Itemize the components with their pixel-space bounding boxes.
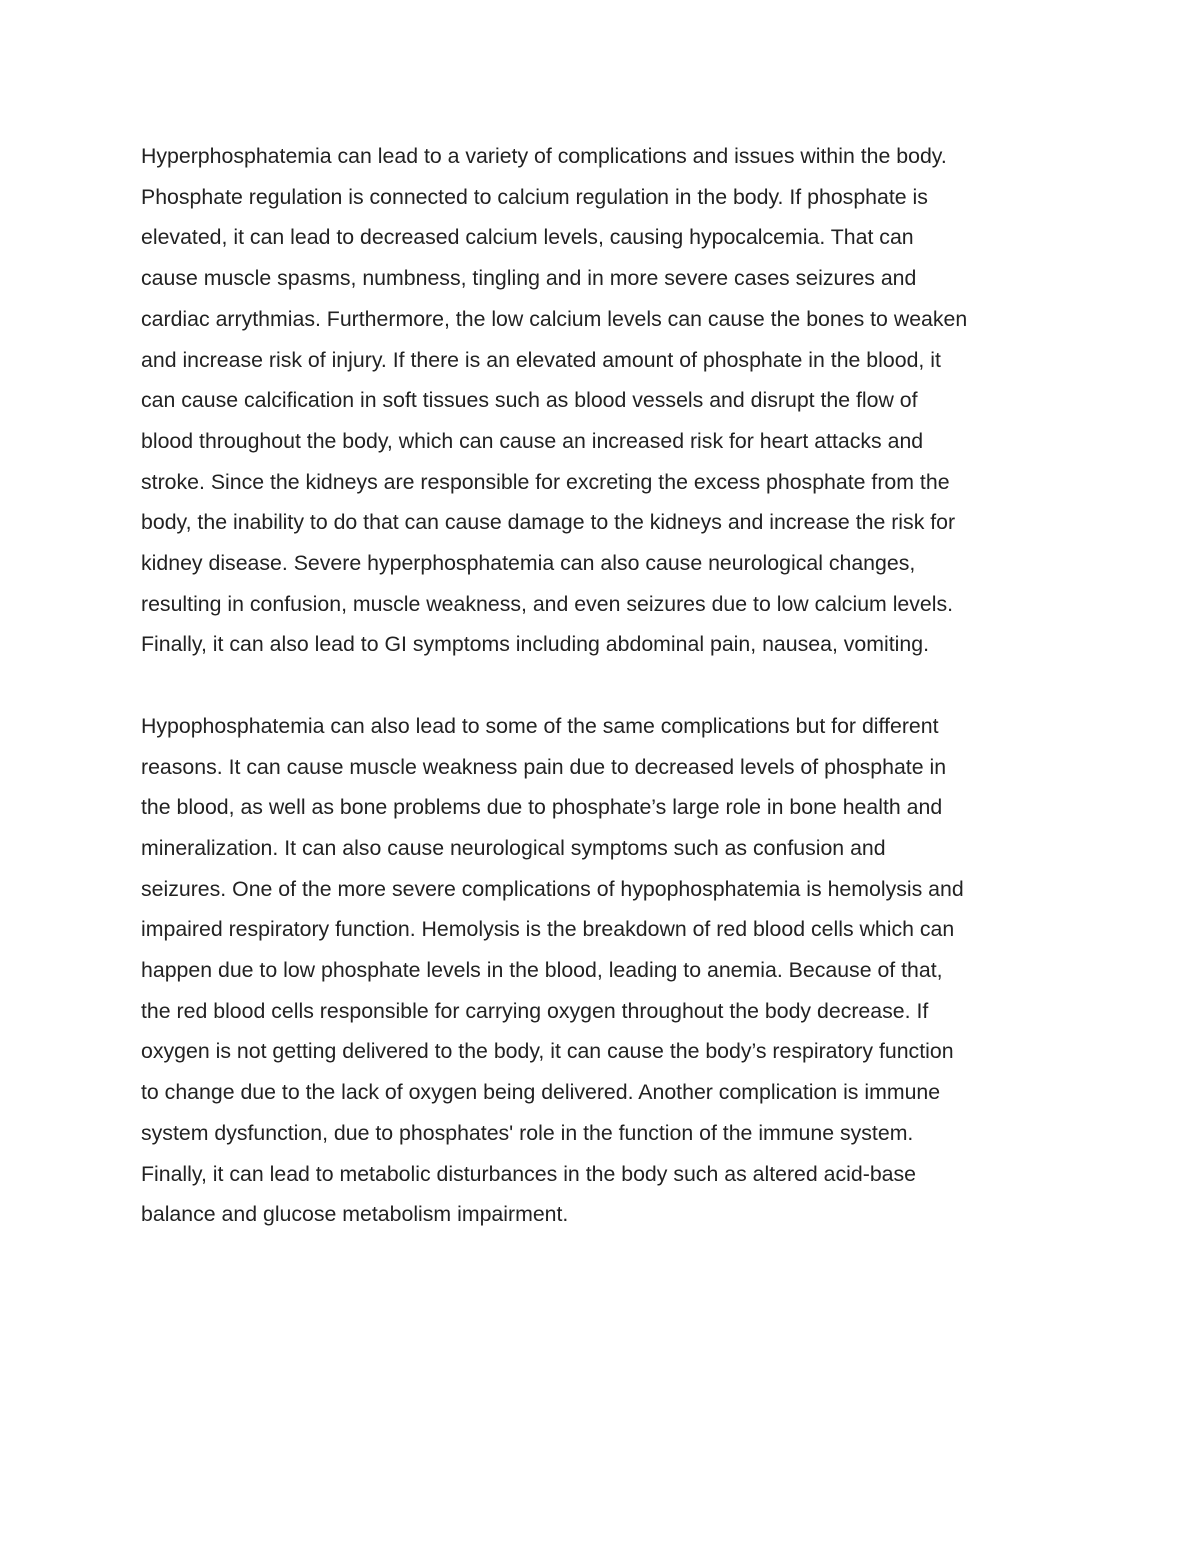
document-body xyxy=(141,136,1081,1235)
text-line: Finally, it can also lead to GI symptoms including abdominal pain, nausea, vomiting. xyxy=(141,632,929,657)
text-line: the blood, as well as bone problems due to phosphate’s large role in bone health and xyxy=(141,795,943,820)
text-line: cause muscle spasms, numbness, tingling and in more severe cases seizures and xyxy=(141,266,917,291)
text-line: Finally, it can lead to metabolic disturbances in the body such as altered acid-base xyxy=(141,1161,917,1186)
text-line: system dysfunction, due to phosphates' role in the function of the immune system. xyxy=(141,1120,914,1145)
text-line: elevated, it can lead to decreased calcium levels, causing hypocalcemia. That can xyxy=(141,225,914,250)
text-line: seizures. One of the more severe complications of hypophosphatemia is hemolysis and xyxy=(141,876,964,901)
text-line: stroke. Since the kidneys are responsible for excreting the excess phosphate from the xyxy=(141,469,950,494)
paragraph-hypophosphatemia xyxy=(141,706,1081,1235)
text-line: balance and glucose metabolism impairment. xyxy=(141,1202,569,1227)
text-line: cardiac arrythmias. Furthermore, the low calcium levels can cause the bones to weaken xyxy=(141,306,968,331)
text-line: Phosphate regulation is connected to calcium regulation in the body. If phosphate is xyxy=(141,184,928,209)
text-line: Hypophosphatemia can also lead to some of the same complications but for different xyxy=(141,713,939,738)
text-line: kidney disease. Severe hyperphosphatemia can also cause neurological changes, xyxy=(141,551,916,576)
text-line: to change due to the lack of oxygen being delivered. Another complication is immune xyxy=(141,1080,941,1105)
text-line: reasons. It can cause muscle weakness pain due to decreased levels of phosphate in xyxy=(141,754,947,779)
text-line: blood throughout the body, which can cause an increased risk for heart attacks and xyxy=(141,428,924,453)
text-line: Hyperphosphatemia can lead to a variety of complications and issues within the body. xyxy=(141,144,947,168)
text-line: body, the inability to do that can cause damage to the kidneys and increase the risk for xyxy=(141,510,956,535)
paragraph-hyperphosphatemia xyxy=(141,136,1081,665)
text-line: and increase risk of injury. If there is an elevated amount of phosphate in the blood, it xyxy=(141,347,941,372)
text-line: can cause calcification in soft tissues such as blood vessels and disrupt the flow of xyxy=(141,388,918,413)
text-line: impaired respiratory function. Hemolysis is the breakdown of red blood cells which can xyxy=(141,917,955,942)
text-line: mineralization. It can also cause neurological symptoms such as confusion and xyxy=(141,835,886,860)
text-line: oxygen is not getting delivered to the body, it can cause the body’s respiratory function xyxy=(141,1039,954,1064)
text-line: resulting in confusion, muscle weakness, and even seizures due to low calcium levels. xyxy=(141,591,954,616)
text-line: the red blood cells responsible for carrying oxygen throughout the body decrease. If xyxy=(141,998,929,1023)
text-line: happen due to low phosphate levels in the blood, leading to anemia. Because of that, xyxy=(141,958,943,983)
